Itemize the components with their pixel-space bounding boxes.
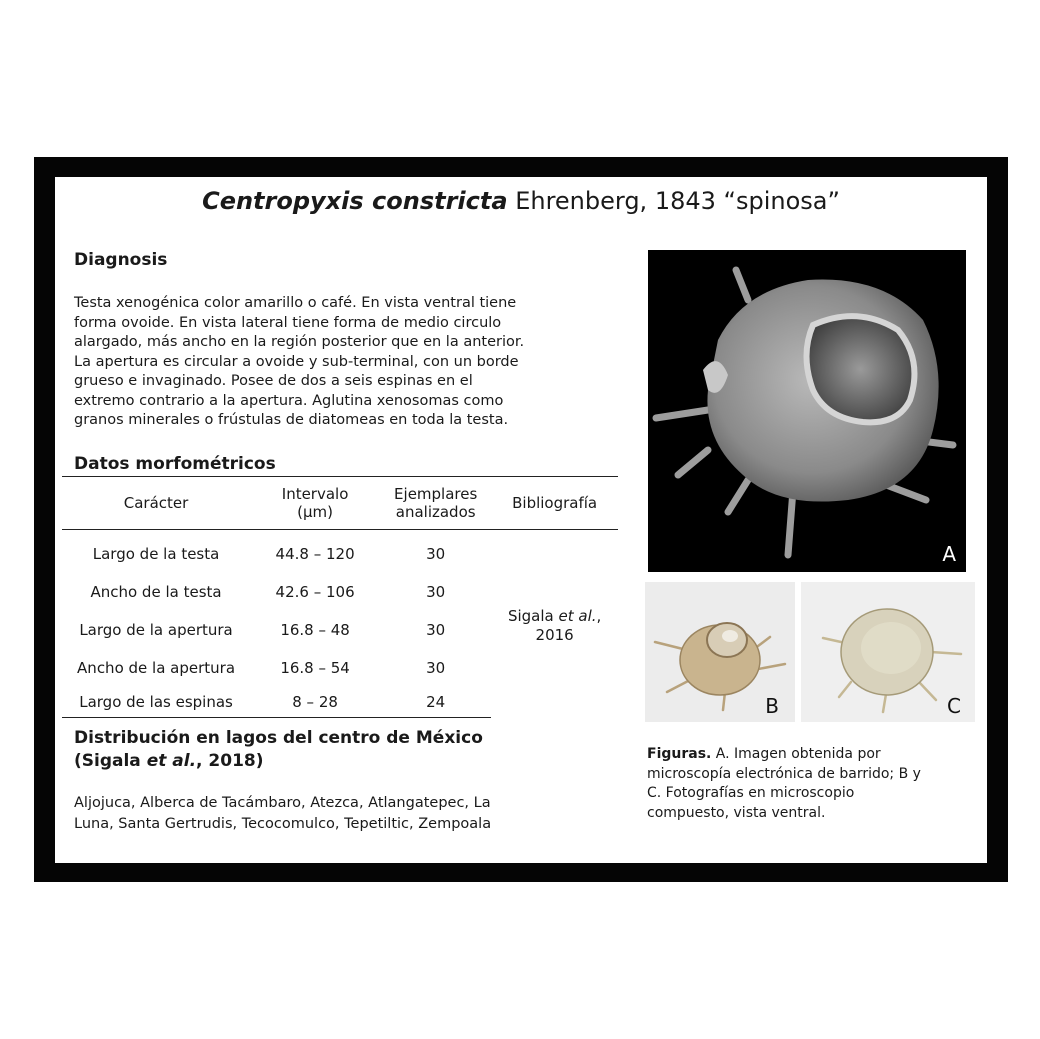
diagnosis-line: forma ovoide. En vista lateral tiene forma de medio circulo [74,314,502,331]
col-ejemplares [380,477,491,530]
bib-etal: et al. [558,607,597,626]
diagnosis-line: granos minerales o frústulas de diatomeas en toda la testa. [74,412,509,428]
distribution-text [74,793,594,835]
figure-c-micrograph [801,582,975,722]
col-intervalo [250,477,380,530]
cell-caracter: Largo de las espinas [62,687,250,718]
distribution-heading [74,727,483,773]
col-intervalo-line2: (µm) [297,503,334,521]
diagnosis-heading: Diagnosis [74,250,168,270]
diagnosis-line: alargado, más ancho en la región posterior que en la anterior. [74,334,525,350]
figure-a-sem-image [648,250,966,572]
page-title [55,187,987,215]
diagnosis-line: Testa xenogénica color amarillo o café. En vista ventral tiene [74,295,517,311]
morphometric-table [62,476,618,718]
caption-bold: Figuras. [647,746,712,762]
species-authority: Ehrenberg, 1843 “spinosa” [515,187,840,215]
figure-a-label: A [942,542,956,566]
dist-ref-open: (Sigala [74,751,147,771]
dist-ref-etal: et al. [146,751,197,771]
bib-author: Sigala [507,607,554,626]
species-name: Centropyxis constricta [202,187,508,215]
figure-b-label: B [765,694,779,718]
figure-b-micrograph [645,582,795,722]
species-card [55,177,987,863]
figure-c-label: C [947,694,961,718]
diagnosis-line: La apertura es circular a ovoide y sub-terminal, con un borde [74,353,519,370]
dist-ref-close: , 2018) [196,751,264,771]
distribution-heading-line2 [74,750,483,773]
col-ejemplares-line1: Ejemplares [394,485,478,503]
cell-ejemplares: 30 [426,583,446,601]
diagnosis-line: extremo contrario a la apertura. Aglutina xenosomas como [74,392,504,409]
cell-intervalo: 16.8 – 54 [280,659,350,677]
cell-intervalo: 16.8 – 48 [280,621,350,639]
figure-caption [647,745,937,823]
cell-ejemplares: 30 [426,545,446,563]
cell-caracter: Largo de la apertura [79,621,233,639]
cell-caracter: Largo de la testa [92,545,220,563]
morpho-heading: Datos morfométricos [74,454,276,474]
cell-intervalo: 8 – 28 [250,687,380,718]
bib-comma: , [596,607,602,626]
col-ejemplares-line2: analizados [395,503,476,521]
col-intervalo-line1: Intervalo [281,485,349,503]
bib-year: 2016 [535,626,574,645]
distribution-heading-line1: Distribución en lagos del centro de México [74,728,483,748]
cell-intervalo: 44.8 – 120 [275,545,355,563]
cell-caracter: Ancho de la apertura [77,659,236,677]
distribution-line: Aljojuca, Alberca de Tacámbaro, Atezca, Atlangatepec, La [74,795,491,811]
cell-ejemplares: 24 [380,687,491,718]
diagnosis-text [74,294,614,431]
col-bibliografia: Bibliografía [491,477,618,530]
table-row [62,530,618,574]
cell-ejemplares: 30 [426,659,446,677]
col-caracter: Carácter [62,477,250,530]
distribution-line: Luna, Santa Gertrudis, Tecocomulco, Tepetiltic, Zempoala [74,816,492,832]
cell-intervalo: 42.6 – 106 [275,583,355,601]
cell-bibliografia [491,530,618,718]
cell-caracter: Ancho de la testa [90,583,222,601]
cell-ejemplares: 30 [426,621,446,639]
diagnosis-line: grueso e invaginado. Posee de dos a seis espinas en el [74,373,473,389]
caption-text: A. Imagen obtenida por microscopía electrónica de barrido; B y C. Fotografías en microscopio compuesto, vista ventral. [647,746,921,821]
table-header-row [62,477,618,530]
